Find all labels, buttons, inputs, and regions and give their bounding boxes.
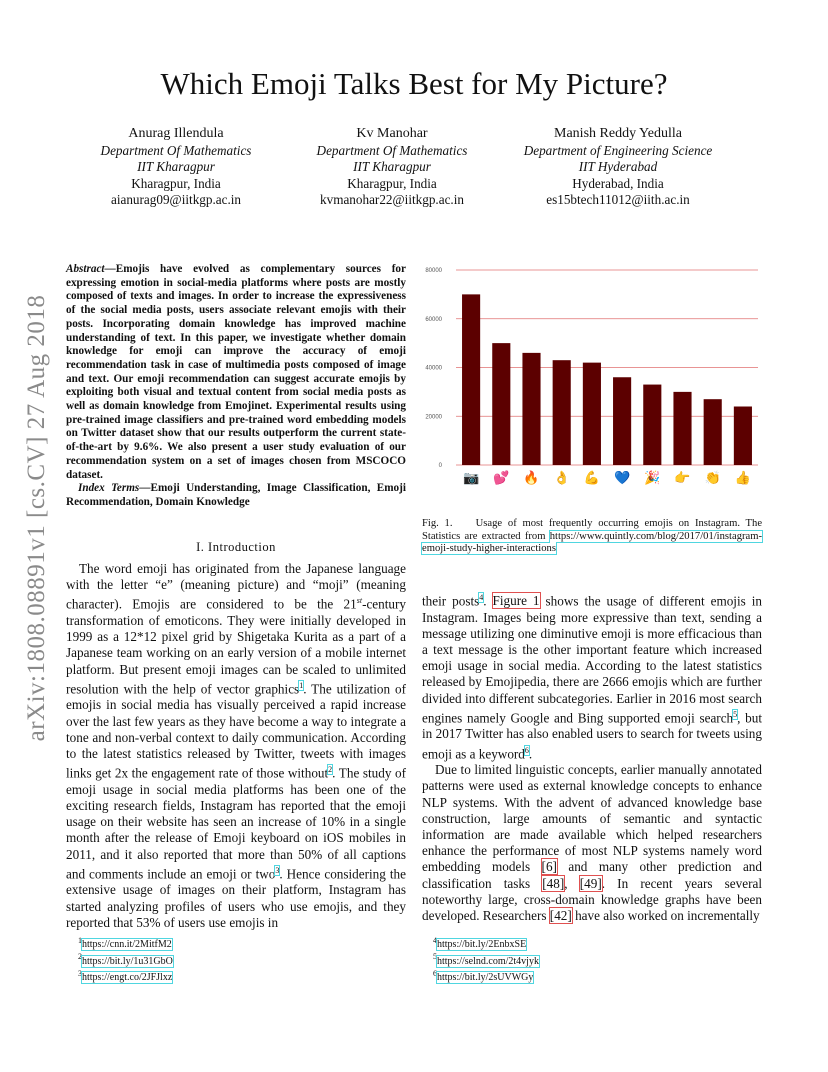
x-tick-emoji: 👏 (704, 470, 721, 485)
author-block (493, 126, 743, 209)
x-tick-emoji: 💕 (493, 470, 510, 485)
footnote: $^3$https://engt.co/2JFJlxz (78, 968, 173, 983)
footnote-link-1[interactable]: 1 (299, 680, 304, 690)
footnote-url[interactable]: https://cnn.it/2MitfM2 (82, 939, 172, 951)
footnote: $^4$https://bit.ly/2EnbxSE (433, 936, 527, 951)
x-tick-emoji: 👍 (734, 470, 751, 485)
footnote-link-3[interactable]: 3 (275, 865, 280, 875)
author-block (267, 126, 517, 209)
x-tick-emoji: 🔥 (523, 470, 540, 485)
abstract (66, 263, 406, 510)
x-tick-emoji: 👌 (553, 470, 570, 485)
citation-link[interactable]: [42] (549, 908, 572, 924)
bar (613, 377, 631, 465)
figure-1-link[interactable]: Figure 1 (492, 593, 540, 609)
citation-link[interactable]: [6] (541, 859, 557, 875)
emoji-usage-bar-chart (418, 262, 768, 490)
author-inst: IIT Hyderabad (578, 159, 658, 174)
author-dept: Department Of Mathematics (100, 142, 252, 158)
bar (704, 399, 722, 465)
author-email: kvmanohar22@iitkgp.ac.in (320, 192, 464, 207)
author-email: es15btech11012@iith.ac.in (546, 192, 690, 207)
right-column-text: their posts$^4$. Figure 1 shows the usage of different emojis in Instagram. Images being more expressive than text, sending a message utilizing one diminutive emoji is more efficacious than a text message is the other important feature which increased emoji usage in social media. According to the latest statistics released by Emojipedia, there are 2666 emojis which are further divided into different subcategories. Earlier in 2016 most search engines namely Google and Bing supported emoji search$^5$, but in 2017 Twitter has also enabled users to search for tweets using emoji as a keyword$^6$. Due to limited linguistic concepts, earlier manually annotated patterns were used as external knowledge concepts to enhance NLP systems. With the advent of advanced knowledge base construction, large amounts of semantic and syntactic information are made available which helped researchers enhance the performance of most NLP systems namely word embedding models [6] and many other prediction and classification tasks [48], [49]. In recent years several noteworthy large, cross-domain knowledge graphs have been developed. Researchers [42] have also worked on incrementally (422, 593, 763, 924)
citation-link[interactable]: [48] (542, 875, 565, 891)
footnote-link-4[interactable]: 4 (479, 593, 484, 602)
bar (673, 392, 691, 465)
footnote-url[interactable]: https://bit.ly/2EnbxSE (437, 939, 527, 951)
footnote-url[interactable]: https://bit.ly/2sUVWGy (437, 971, 534, 983)
bar (583, 363, 601, 465)
footnotes-right (433, 935, 539, 984)
x-tick-emoji: 🎉 (644, 470, 661, 485)
footnote: $^2$https://bit.ly/1u31GbO (78, 952, 173, 967)
index-terms-text: —Emoji Understanding, Image Classification, Emoji Recommendation, Domain Knowledge (66, 482, 406, 508)
footnote-link-2[interactable]: 2 (328, 765, 333, 775)
author-inst: IIT Kharagpur (353, 159, 431, 174)
author-name: Kv Manohar (356, 126, 428, 141)
bar (492, 343, 510, 465)
footnote: $^1$https://cnn.it/2MitfM2 (78, 936, 172, 951)
bar (643, 385, 661, 465)
bar (553, 360, 571, 465)
x-tick-emoji: 💙 (614, 470, 631, 485)
bar (462, 294, 480, 465)
y-tick-label: 40000 (425, 365, 442, 372)
arxiv-side-label: arXiv:1808.08891v1 [cs.CV] 27 Aug 2018 (23, 294, 50, 742)
x-tick-emoji: 📷 (463, 470, 480, 485)
author-name: Manish Reddy Yedulla (554, 126, 682, 141)
left-column-text: The word emoji has originated from the Japanese language with the letter “e” (meaning picture) and “moji” (meaning character). Emojis are considered to be the 21st-century transformation of emoticons. They were initially developed in 1999 as a 12*12 pixel grid by Shigetaka Kurita as a part of a Japanese team working on an early version of a mobile internet platform. But present emoji images can be scaled to unlimited resolution with the help of vector graphics$^1$. The utilization of emojis in social media has visually perceived a rapid increase over the last few years as they have become a way to integrate a tone and non-verbal context to daily communication. According to the latest statistics released by Twitter, tweets with images links get 2x the engagement rate of those without$^2$. The study of emoji usage in social media platforms has been one of the exciting research fields, Instagram has reported that the emoji usage on their website has seen an increase of 10% in a single month after the release of Emoji keyboard on iOS mobiles in 2011, and it also reported that more than 50% of all captions and comments include an emoji or two$^3$. Hence considering the extensive usage of images on their platform, Instagram has started analyzing profiles of users who use emojis, and they reported that 53% of users use emojis in (66, 561, 406, 930)
author-location: Kharagpur, India (131, 175, 221, 191)
author-location: Kharagpur, India (347, 175, 437, 191)
author-dept: Department of Engineering Science (523, 142, 713, 158)
author-location: Hyderabad, India (572, 175, 664, 191)
y-tick-label: 0 (438, 463, 442, 469)
x-tick-emoji: 💪 (583, 470, 600, 485)
abstract-text: —Emojis have evolved as complementary sources for expressing emotion in social-media platforms where posts are mostly composed of texts and images. In order to increase the expressiveness of the social media posts, users associate relevant emojis with their posts. Incorporating domain knowledge has improved machine understanding of text. In this paper, we investigate whether domain knowledge for emoji can improve the accuracy of emoji recommendation task in case of multimedia posts composed of image and text. Our emoji recommendation can suggest accurate emojis by exploiting both visual and textual content from social media posts as well as domain knowledge from Emojinet. Experimental results using pre-trained image classifiers and pre-trained word embedding models on Twitter dataset show that our results outperform the current state-of-the-art by 9.6%. We also present a user study evaluation of our recommendation system on a set of images chosen from MSCOCO dataset. (66, 263, 406, 481)
footnote-url[interactable]: https://selnd.com/2t4vjyk (437, 955, 539, 967)
footnote-url[interactable]: https://bit.ly/1u31GbO (82, 955, 173, 967)
y-tick-label: 20000 (425, 414, 442, 421)
author-dept: Department Of Mathematics (316, 142, 468, 158)
author-name: Anurag Illendula (128, 126, 224, 141)
bar (734, 407, 752, 466)
x-tick-emoji: 👉 (674, 470, 691, 485)
author-email: aianurag09@iitkgp.ac.in (110, 192, 242, 207)
figure-caption: Fig. 1. Usage of most frequently occurring emojis on Instagram. The Statistics are extracted from https://www.quintly.com/blog/2017/01/instagram-emoji-study-higher-interactions (422, 518, 763, 555)
author-block (51, 126, 301, 209)
footnote-url[interactable]: https://engt.co/2JFJlxz (82, 971, 173, 983)
caption-url-link[interactable]: https://www.quintly.com/blog/2017/01/instagram-emoji-study-higher-interactions (422, 530, 762, 555)
author-inst: IIT Kharagpur (137, 159, 215, 174)
footnote-link-6[interactable]: 6 (524, 745, 529, 755)
paper-title: Which Emoji Talks Best for My Picture? (160, 66, 668, 101)
abstract-lead: Abstract (66, 263, 105, 275)
y-tick-label: 60000 (425, 316, 442, 323)
footnotes-left (78, 935, 173, 984)
footnote: $^5$https://selnd.com/2t4vjyk (433, 952, 539, 967)
citation-link[interactable]: [49] (579, 875, 602, 891)
footnote: $^6$https://bit.ly/2sUVWGy (433, 968, 534, 983)
y-tick-label: 80000 (425, 268, 442, 274)
section-heading: I. Introduction (196, 540, 276, 554)
bar (522, 353, 540, 465)
footnote-link-5[interactable]: 5 (733, 709, 738, 719)
index-terms-lead: Index Terms (78, 482, 140, 495)
